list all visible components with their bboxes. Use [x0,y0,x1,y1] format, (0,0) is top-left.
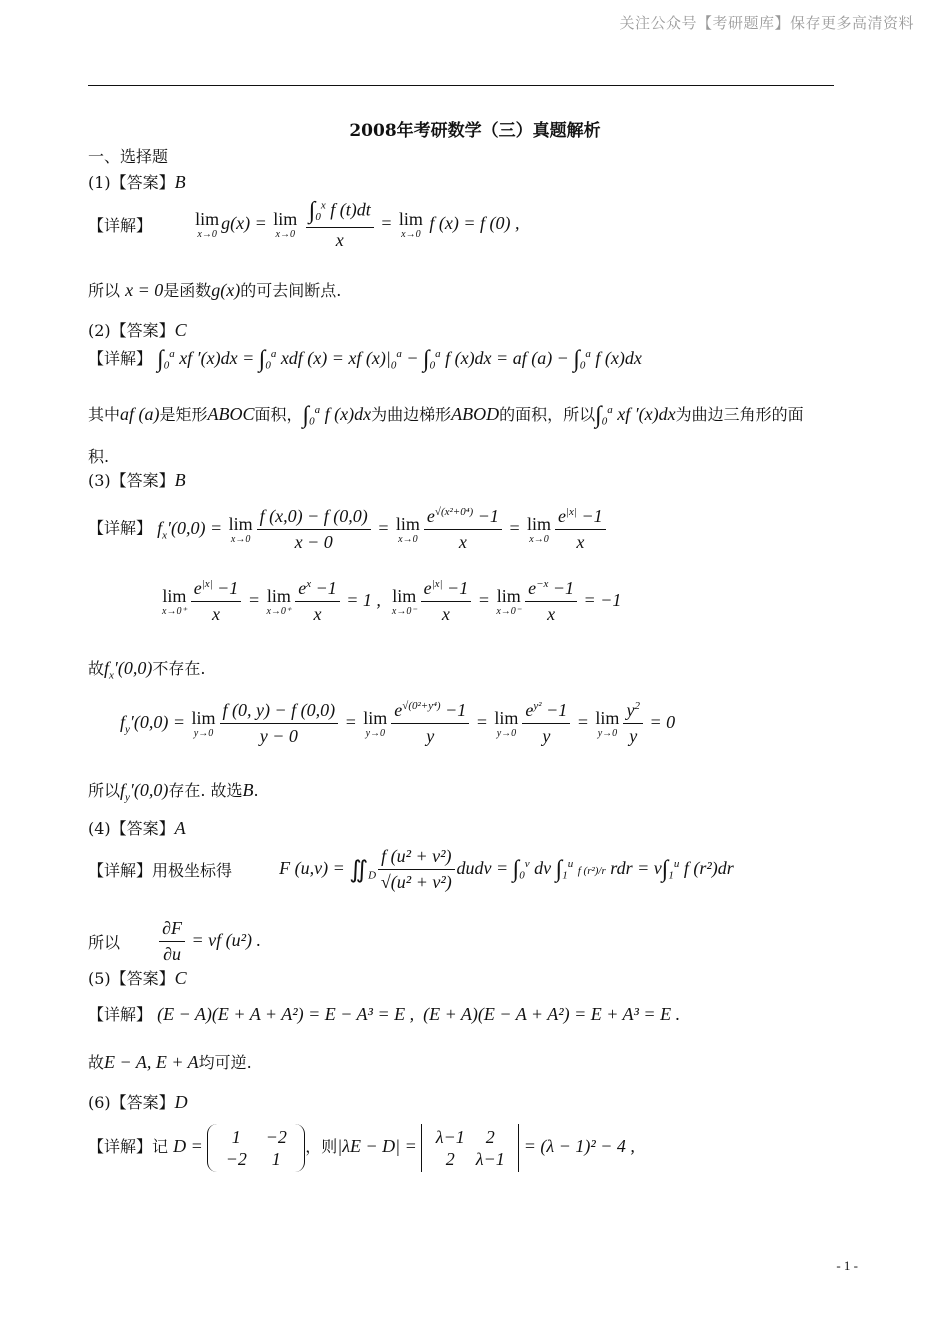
page-title: 2008年考研数学（三）真题解析 [349,121,601,141]
q5-answer-label: (5)【答案】 [88,969,175,988]
q1-conclusion-mid: 是函数 [163,281,212,300]
q2-explanation-2: 积. [88,447,110,466]
q6-answer [88,1090,188,1113]
q3-fy: $f_y'(0,0)$ [120,780,169,804]
q3-detail-2 [160,578,621,625]
q2-text-4: 面积， [254,405,303,424]
q1-conclusion-g: g(x) [211,280,241,300]
q1-answer-label: (1)【答案】 [88,173,175,192]
q4-detail [88,846,734,893]
q3-formula-2: lim x→0⁺ $\frac{e^{|x|} -1}{x}$ = lim x→0⁺ $\frac{e^x -1}{x}$ = 1 , lim x→0⁻ $\frac{e^{|x|} -1}{x}$ = lim x→0⁻ $\frac{e^{-x} -1}{x}$ = −1 [162,578,622,624]
q1-detail-label: 【详解】 [88,215,153,235]
q4-answer-value: A [174,818,186,838]
q3-detail-3 [120,700,675,747]
q1-formula: lim x→0 g(x) = lim x→0 $\frac{\int_0^x f (t)dt}{x}$ = lim x→0 f (x) = f (0) , [195,198,520,250]
q3-choice: B [242,780,254,800]
q5-detail-label: 【详解】 [88,1005,153,1024]
q3-detail-label: 【详解】 [88,518,153,538]
q4-partial: $\frac{\partial F}{\partial u}$ = vf (u²) . [157,930,261,950]
q5-text-conclusion: 均可逆. [198,1053,252,1072]
q4-text-so: 所以 [88,932,121,952]
q2-int-f: $\int_0^a$ f (x)dx [302,402,372,429]
header-rule [88,85,834,86]
q2-answer [88,318,187,341]
q2-detail [88,346,642,373]
section-heading: 一、选择题 [88,147,169,166]
q2-text-1: 其中 [88,405,121,424]
watermark-text: 关注公众号【考研题库】保存更多高清资料 [619,14,914,32]
q2-explanation-1 [88,402,804,429]
q3-fx: $f_x'(0,0)$ [104,658,153,682]
q6-determinant: λ−1 2 2 λ−1 [421,1124,519,1172]
q4-conclusion [88,918,261,965]
q3-text-exist: 存在. 故选 [168,781,243,800]
q4-detail-label: 【详解】用极坐标得 [88,860,233,880]
q1-answer [88,170,186,193]
q6-text-then: ，则 [305,1137,338,1157]
q3-answer-label: (3)【答案】 [88,471,175,490]
q6-detail-label: 【详解】记 [88,1137,169,1157]
q5-text-gu: 故 [88,1053,105,1072]
q5-answer [88,966,187,989]
q2-text-2: 是矩形 [159,405,208,424]
q1-conclusion-prefix: 所以 [88,281,121,300]
q6-matrix-d: 1 −2 −2 1 [207,1124,305,1172]
q6-answer-label: (6)【答案】 [88,1093,175,1112]
q6-answer-value: D [174,1092,188,1112]
q2-answer-label: (2)【答案】 [88,321,175,340]
q5-formula: (E − A)(E + A + A²) = E − A³ = E , (E + A)(E − A + A²) = E + A³ = E . [157,1004,681,1024]
q5-detail [88,1002,680,1025]
q3-text-not-exist: 不存在. [152,659,206,678]
q4-answer-label: (4)【答案】 [88,819,175,838]
q2-af: af (a) [120,404,160,424]
q6-detail [88,1124,635,1172]
q4-formula: F $(u,v) = ∬_D$ $\frac{\text{f (u² + v²)}}{\text{√(u² + v²)}}$ dudv = $\int_0^v$ dv $\int_1^u$ f (r²)/r rdr = $v\int_1^u$ f (r²)dr [279,846,734,892]
q3-answer-value: B [174,470,186,490]
q2-answer-value: C [174,320,187,340]
page-number: - 1 - [836,1258,858,1273]
q1-detail [88,198,520,251]
q3-formula-3: $f_y'(0,0) = \lim$ y→0 $\frac{f (0, y) - f (0,0)}{y - 0}$ = lim y→0 $\frac{e^{√(0^2+y^4)} -1}{y}$ = lim y→0 $\frac{e^{y^2} -1}{y}$ = lim y→0 $\frac{y^2}{y}$ = 0 [120,700,676,746]
q2-abod: ABOD [451,404,500,424]
q1-conclusion-x: x = 0 [125,280,164,300]
q2-text-8: 为曲边三角形的面 [675,405,804,424]
q3-text-so: 所以 [88,781,121,800]
q1-answer-value: B [174,172,186,192]
q4-answer [88,816,186,839]
q1-conclusion-suffix: 的可去间断点. [240,281,342,300]
q1-conclusion [88,278,341,301]
q5-matrices: E − A, E + A [104,1052,199,1072]
q2-formula: $\int_0^a$ xf $'(x)dx = \int_0^a$ xdf (x) = xf $(x)|_0^a - \int_0^a$ f (x)dx = af $(a) - \int_0^a$ f (x)dx [157,346,642,373]
q2-int-xf: $\int_0^a$ xf ′(x)dx [595,402,676,429]
q5-conclusion [88,1050,252,1073]
q3-answer [88,468,186,491]
q6-formula: D = 1 −2 −2 1 [173,1136,305,1156]
q3-formula-1: $f_x'(0,0) = \lim$ x→0 $\frac{f (x,0) - f (0,0)}{x - 0}$ = lim x→0 $\frac{e^{√(x^2+0^4)} -1}{x}$ = lim x→0 $\frac{e^{|x|} -1}{x}$ [157,518,608,538]
q2-text-7: 的面积，所以 [499,405,596,424]
q2-abc: ABOC [207,404,255,424]
q2-text-5: 为曲边梯形 [371,405,452,424]
q6-det: |λE − D| = λ−1 2 2 λ−1 = (λ − 1)² − 4 , [337,1136,635,1156]
q5-answer-value: C [174,968,187,988]
q2-detail-label: 【详解】 [88,349,153,368]
q3-conclusion-1 [88,656,205,682]
q3-text-gu: 故 [88,659,105,678]
q3-detail-1 [88,506,608,553]
q3-conclusion-2: 所以$f_y'(0,0)$存在. 故选B. [88,780,259,804]
